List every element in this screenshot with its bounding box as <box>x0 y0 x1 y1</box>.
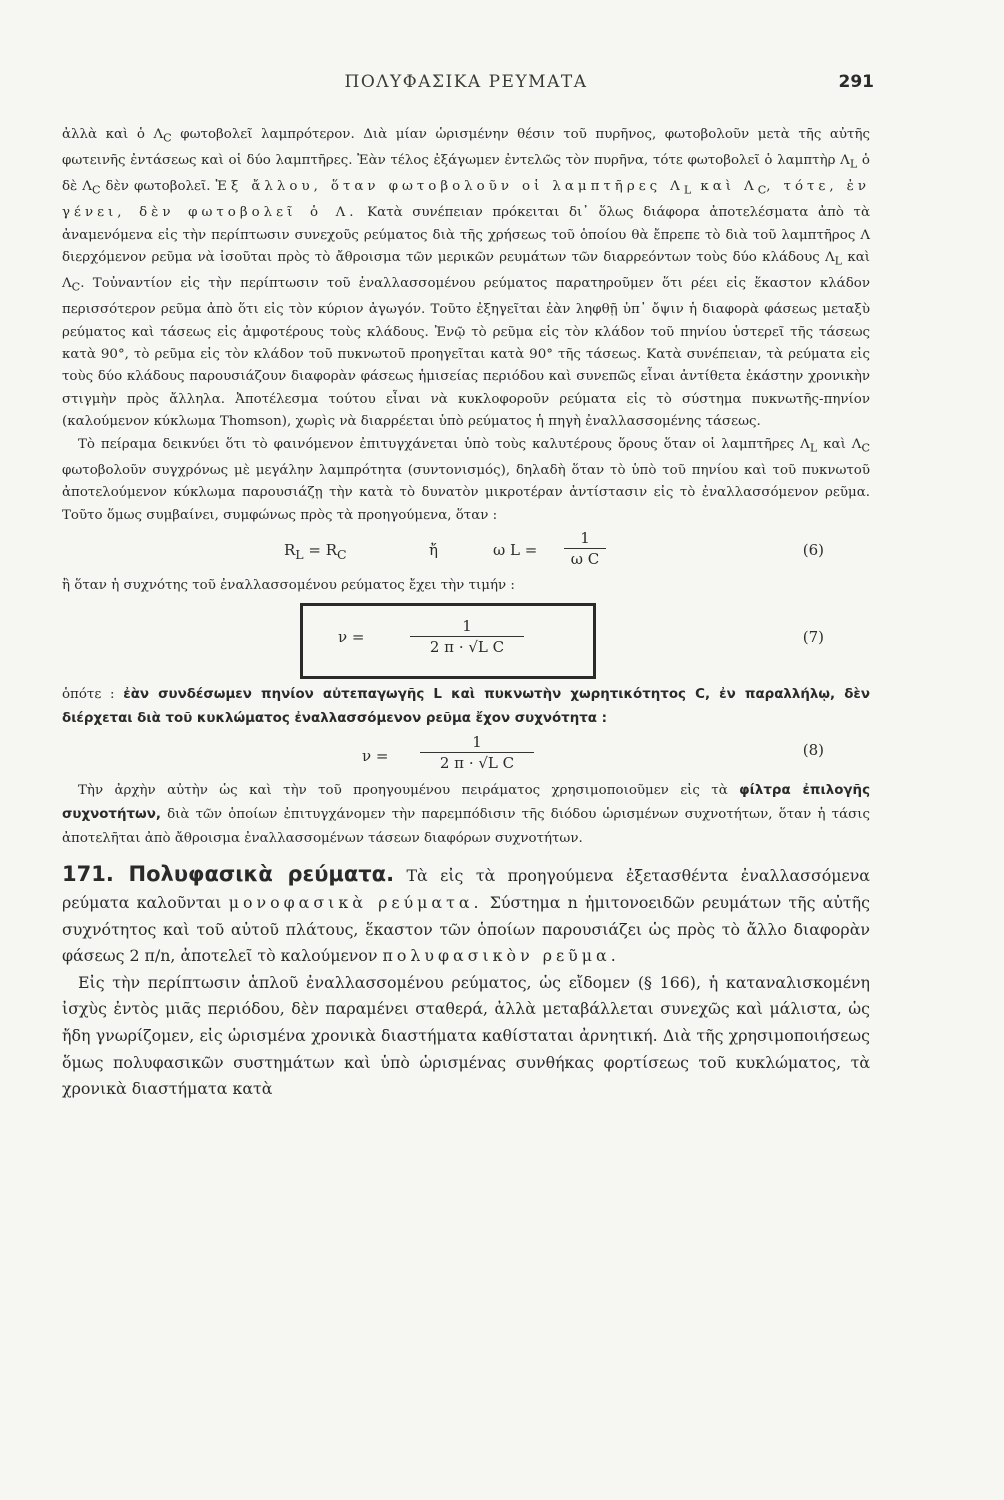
equation-6 <box>62 527 870 575</box>
section-171-heading: 171. Πολυφασικὰ ρεύματα. <box>62 862 395 887</box>
equation-7-fraction: $\frac{1}{\text{2 π · √L C}}$ <box>410 617 524 656</box>
section-171 <box>62 861 870 1102</box>
equation-8 <box>62 731 870 779</box>
running-head: ΠΟΛΥΦΑΣΙΚΑ ΡΕΥΜΑΤΑ <box>344 72 588 92</box>
paragraph-resonance: Τὸ πείραμα δεικνύει ὅτι τὸ φαινόμενον ἐπιτυγχάνεται ὑπὸ τοὺς καλυτέρους ὅρους ὅταν οἱ λαμπτῆρες $\Lambda_L$ καὶ $\Lambda_C$ φωτοβολοῦν συγχρόνως μὲ μεγάλην λαμπρότητα (συντονισμός), δηλαδὴ ὅταν τὸ ὑπὸ τοῦ πηνίου καὶ τοῦ πυκνωτοῦ ἀποτελούμενον κύκλωμα παρουσιάζῃ τὴν κατὰ τὸ δυνατὸν μικροτέραν ἀντίστασιν εἰς τὸ ἐναλλασσόμενον ρεῦμα. Τοῦτο ὅμως συμβαίνει, συμφώνως πρὸς τὰ προηγούμενα, ὅταν : <box>62 436 870 523</box>
equation-8-lhs: ν = <box>362 747 389 766</box>
equation-6-omega-l: ω L = <box>493 540 538 559</box>
paragraph-parallel-statement: ὁπότε : ἐὰν συνδέσωμεν πηνίον αὐτεπαγωγῆς L καὶ πυκνωτὴν χωρητικότητος C, ἐν παραλλήλῳ, δὲν διέρχεται διὰ τοῦ κυκλώματος ἐναλλασσόμενον ρεῦμα ἔχον συχνότητα : <box>62 687 871 727</box>
equation-6-lhs: $R_L = R_C$ <box>284 540 347 562</box>
paragraph-filters: Τὴν ἀρχὴν αὐτὴν ὡς καὶ τὴν τοῦ προηγουμένου πειράματος χρησιμοποιοῦμεν εἰς τὰ φίλτρα ἐπιλογῆς συχνοτήτων, διὰ τῶν ὁποίων ἐπιτυγχάνομεν τὴν παρεμπόδισιν τῆς διόδου ὡρισμένων συχνοτήτων, ὅταν ἡ τάσις ἀποτελῆται ἀπὸ ἄθροισμα ἐναλλασσομένων τάσεων διαφόρων συχνοτήτων. <box>62 783 871 847</box>
equation-6-fraction: $\frac{1}{\text{ω C}}$ <box>564 529 606 568</box>
equation-7-number: (7) <box>802 628 824 647</box>
equation-8-number: (8) <box>802 741 824 760</box>
body-text <box>62 124 870 1103</box>
book-page <box>62 0 874 1500</box>
paragraph-frequency-value: ἢ ὅταν ἡ συχνότης τοῦ ἐναλλασσομένου ρεύματος ἔχει τὴν τιμήν : <box>62 577 515 593</box>
equation-6-or: ἤ <box>429 540 438 559</box>
section-171-intro: 171. Πολυφασικὰ ρεύματα. Τὰ εἰς τὰ προηγούμενα ἐξετασθέντα ἐναλλασσόμενα ρεύματα καλοῦνται μονοφασικὰ ρεύματα. Σύστημα n ἡμιτονοειδῶν ρευμάτων τῆς αὐτῆς συχνότητος καὶ τοῦ αὐτοῦ πλάτους, ἕκαστον τῶν ὁποίων παρουσιάζει ὡς πρὸς τὸ ἄλλο διαφορὰν φάσεως 2 π/n, ἀποτελεῖ τὸ καλούμενον πολυφασικὸν ρεῦμα. <box>62 862 870 966</box>
page-number: 291 <box>838 72 874 92</box>
equation-7 <box>62 597 870 683</box>
equation-8-fraction: $\frac{1}{\text{2 π · √L C}}$ <box>420 733 534 772</box>
paragraph-lamps: ἀλλὰ καὶ ὁ $\Lambda_C$ φωτοβολεῖ λαμπρότερον. Διὰ μίαν ὡρισμένην θέσιν τοῦ πυρῆνος, φωτοβολοῦν μετὰ τῆς αὐτῆς φωτεινῆς ἐντάσεως καὶ οἱ δύο λαμπτῆρες. Ἐὰν τέλος ἐξάγωμεν ἐντελῶς τὸν πυρῆνα, τότε φωτοβολεῖ ὁ λαμπτὴρ $\Lambda_L$ ὁ δὲ $\Lambda_C$ δὲν φωτοβολεῖ. Ἐξ ἄλλου, ὅταν φωτοβολοῦν οἱ λαμπτῆρες $\Lambda_L$ καὶ $\Lambda_C$, τότε, ἐν γένει, δὲν φωτοβολεῖ ὁ Λ. Κατὰ συνέπειαν πρόκειται δι᾽ ὅλως διάφορα ἀποτελέσματα ἀπὸ τὰ ἀναμενόμενα εἰς τὴν περίπτωσιν συνεχοῦς ρεύματος διὰ τῆς χρήσεως τοῦ ὁποίου θὰ ἔπρεπε τὸ διὰ τοῦ λαμπτῆρος Λ διερχόμενον ρεῦμα νὰ ἰσοῦται πρὸς τὸ ἄθροισμα τῶν μερικῶν ρευμάτων τῶν διαρρεόντων τοὺς δύο κλάδους $\Lambda_L$ καὶ $\Lambda_C$. Τοὐναντίον εἰς τὴν περίπτωσιν τοῦ ἐναλλασσομένου ρεύματος παρατηροῦμεν ὅτι ρέει εἰς ἕκαστον κλάδον περισσότερον ρεῦμα ἀπὸ ὅτι εἰς τὸν κύριον ἀγωγόν. Τοῦτο ἐξηγεῖται ἐὰν ληφθῇ ὑπ᾽ ὄψιν ἡ διαφορὰ φάσεως μεταξὺ ρεύματος καὶ τάσεως εἰς ἀμφοτέρους τοὺς κλάδους. Ἐνῷ τὸ ρεῦμα εἰς τὸν κλάδον τοῦ πηνίου ὑστερεῖ τῆς τάσεως κατὰ 90°, τὸ ρεῦμα εἰς τὸν κλάδον τοῦ πυκνωτοῦ προηγεῖται κατὰ 90° τῆς τάσεως. Κατὰ συνέπειαν, τὰ ρεύματα εἰς τοὺς δύο κλάδους παρουσιάζουν διαφορὰν φάσεως ἡμισείας περιόδου καὶ συνεπῶς εἶναι ἀντίθετα ἑκάστην χρονικὴν στιγμὴν πρὸς ἄλληλα. Ἀποτέλεσμα τούτου εἶναι νὰ κυκλοφοροῦν ρεύματα εἰς τὸ σύστημα πυκνωτῆς-πηνίον (καλούμενον κύκλωμα Thomson), χωρὶς νὰ διαρρέεται ὑπὸ ρεύματος ἡ πηγὴ ἐναλλασσομένης τάσεως. <box>62 127 870 430</box>
equation-6-number: (6) <box>802 540 824 559</box>
paragraph-power: Εἰς τὴν περίπτωσιν ἁπλοῦ ἐναλλασσομένου ρεύματος, ὡς εἴδομεν (§ 166), ἡ καταναλισκομένη ἰσχὺς ἐντὸς μιᾶς περιόδου, δὲν παραμένει σταθερά, ἀλλὰ μεταβάλλεται συνεχῶς καὶ μάλιστα, ὡς ἤδη γνωρίζομεν, εἰς ὡρισμένα χρονικὰ διαστήματα καθίσταται ἀρνητική. Διὰ τῆς χρησιμοποιήσεως ὅμως πολυφασικῶν συστημάτων καὶ ὑπὸ ὡρισμένας συνθήκας φορτίσεως τοῦ κυκλώματος, τὰ χρονικὰ διαστήματα κατὰ <box>62 972 870 1099</box>
page-header <box>62 72 874 100</box>
equation-7-lhs: ν = <box>338 628 365 647</box>
